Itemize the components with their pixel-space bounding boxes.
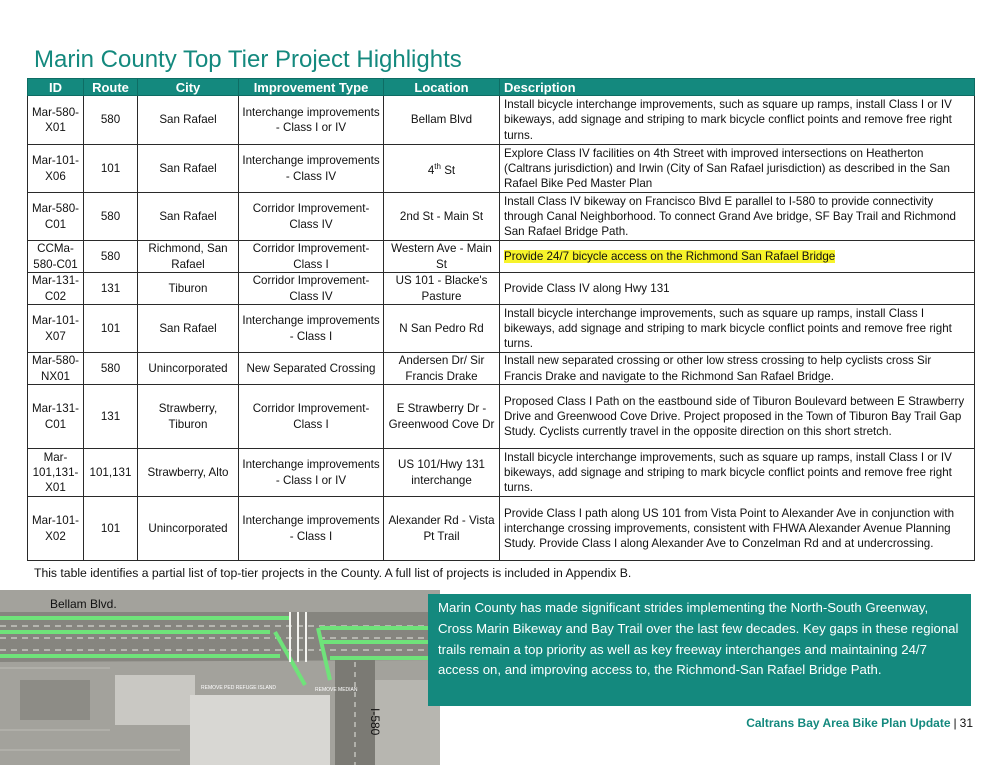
cell-improvement-type: Interchange improvements - Class I or IV [239, 96, 384, 145]
footer-separator: | [953, 716, 957, 730]
cell-city: Richmond, San Rafael [138, 241, 239, 273]
table-row [28, 273, 975, 305]
table-footnote: This table identifies a partial list of top-tier projects in the County. A full list of projects is included in Appendix B. [34, 566, 632, 580]
cell-improvement-type: Corridor Improvement-Class I [239, 241, 384, 273]
cell-location: 2nd St - Main St [384, 193, 500, 241]
cell-location: E Strawberry Dr - Greenwood Cove Dr [384, 385, 500, 449]
projects-table [27, 78, 975, 561]
table-row [28, 353, 975, 385]
cell-route: 131 [84, 273, 138, 305]
cell-route: 580 [84, 193, 138, 241]
header-city: City [138, 79, 239, 96]
cell-location: Western Ave - Main St [384, 241, 500, 273]
cell-improvement-type: Interchange improvements - Class I [239, 497, 384, 561]
table-row [28, 305, 975, 353]
cell-city: Unincorporated [138, 353, 239, 385]
cell-city: Unincorporated [138, 497, 239, 561]
cell-city: San Rafael [138, 305, 239, 353]
cell-location: Bellam Blvd [384, 96, 500, 145]
cell-improvement-type: New Separated Crossing [239, 353, 384, 385]
cell-city: Tiburon [138, 273, 239, 305]
cell-city: San Rafael [138, 96, 239, 145]
description-text: Install bicycle interchange improvements, such as square up ramps, install Class I or IV bikeways, add signage and striping to mark bicycle conflict points and remove free right turns. [504, 98, 952, 142]
table-row [28, 96, 975, 145]
table-row [28, 145, 975, 193]
footer-brand: Caltrans Bay Area Bike Plan Update [746, 716, 951, 730]
header-location: Location [384, 79, 500, 96]
cell-description [500, 497, 975, 561]
cell-description [500, 353, 975, 385]
cell-route: 131 [84, 385, 138, 449]
cell-description [500, 385, 975, 449]
cell-improvement-type: Corridor Improvement-Class I [239, 385, 384, 449]
table-row [28, 497, 975, 561]
cell-location: US 101 - Blacke's Pasture [384, 273, 500, 305]
header-description: Description [500, 79, 975, 96]
cell-route: 101,131 [84, 449, 138, 497]
cell-id: CCMa-580-C01 [28, 241, 84, 273]
header-route: Route [84, 79, 138, 96]
cell-description [500, 145, 975, 193]
cell-improvement-type: Interchange improvements - Class I or IV [239, 449, 384, 497]
description-text: Install Class IV bikeway on Francisco Blvd E parallel to I-580 to provide connectivity through Canal Neighborhood. To connect Grand Ave bridge, SF Bay Trail and Richmond San Rafael Bridge Path. [504, 194, 957, 239]
cell-route: 101 [84, 145, 138, 193]
description-text: Install bicycle interchange improvements, such as square up ramps, install Class I or IV bikeways, add signage and striping to mark bicycle conflict points and remove free right turns. [504, 450, 952, 495]
map-note-2: REMOVE MEDIAN [315, 687, 358, 693]
table-row [28, 385, 975, 449]
cell-description [500, 305, 975, 353]
map-note-1: REMOVE PED REFUGE ISLAND [201, 685, 277, 691]
page-title: Marin County Top Tier Project Highlights [34, 46, 462, 73]
page-footer [746, 716, 973, 730]
cell-id: Mar-131-C02 [28, 273, 84, 305]
description-text: Provide 24/7 bicycle access on the Richmond San Rafael Bridge [504, 249, 836, 263]
table-row [28, 241, 975, 273]
cell-route: 101 [84, 497, 138, 561]
cell-city: San Rafael [138, 193, 239, 241]
cell-route: 580 [84, 353, 138, 385]
description-text: Provide Class I path along US 101 from Vista Point to Alexander Ave in conjunction with interchange crossing improvements, consistent with FHWA Alexander Avenue Planning Study. Provide Class I along Alexander Ave to Conzelman Rd and at undercrossing. [504, 506, 955, 551]
table-header-row [28, 79, 975, 96]
map-label: Bellam Blvd. [50, 597, 117, 611]
cell-route: 580 [84, 96, 138, 145]
cell-location: Alexander Rd - Vista Pt Trail [384, 497, 500, 561]
description-text: Install new separated crossing or other low stress crossing to help cyclists cross Sir Francis Drake and navigate to the Richmond San Rafael Bridge. [504, 354, 932, 383]
cell-location: N San Pedro Rd [384, 305, 500, 353]
cell-description [500, 241, 975, 273]
cell-improvement-type: Interchange improvements - Class IV [239, 145, 384, 193]
cell-description [500, 273, 975, 305]
page-number: 31 [959, 716, 973, 730]
cell-improvement-type: Corridor Improvement-Class IV [239, 273, 384, 305]
table-row [28, 449, 975, 497]
cell-route: 580 [84, 241, 138, 273]
cell-improvement-type: Interchange improvements - Class I [239, 305, 384, 353]
aerial-map-drawing [0, 590, 440, 765]
cell-description [500, 96, 975, 145]
description-text: Proposed Class I Path on the eastbound side of Tiburon Boulevard between E Strawberry Drive and Greenwood Cove Drive. Project proposed in the Town of Tiburon Bay Trail Gap Study. Cyclists currently travel in the opposite direction on this short stretch. [504, 394, 965, 439]
cell-improvement-type: Corridor Improvement-Class IV [239, 193, 384, 241]
cell-id: Mar-580-X01 [28, 96, 84, 145]
cell-id: Mar-131-C01 [28, 385, 84, 449]
description-text: Provide Class IV along Hwy 131 [504, 281, 670, 295]
cell-id: Mar-580-C01 [28, 193, 84, 241]
header-improvement-type: Improvement Type [239, 79, 384, 96]
cell-id: Mar-101,131-X01 [28, 449, 84, 497]
cell-id: Mar-101-X02 [28, 497, 84, 561]
cell-description [500, 193, 975, 241]
cell-id: Mar-101-X07 [28, 305, 84, 353]
cell-id: Mar-101-X06 [28, 145, 84, 193]
description-text: Explore Class IV facilities on 4th Street with improved intersections on Heatherton (Caltrans jurisdiction) and Irwin (City of San Rafael jurisdiction) as described in the San Rafael Bike Ped Master Plan [504, 146, 950, 191]
description-text: Install bicycle interchange improvements, such as square up ramps, install Class I bikeways, add signage and striping to mark bicycle conflict points and remove free right turns. [504, 306, 952, 351]
map-image [0, 590, 440, 765]
cell-description [500, 449, 975, 497]
callout-box: Marin County has made significant strides implementing the North-South Greenway, Cross Marin Bikeway and Bay Trail over the last few decades. Key gaps in these regional trails remain a top priority as well as key freeway interchanges and maintaining 24/7 access on, and improving access to, the Richmond-San Rafael Bridge Path. [428, 594, 971, 706]
cell-location: Andersen Dr/ Sir Francis Drake [384, 353, 500, 385]
cell-city: San Rafael [138, 145, 239, 193]
cell-city: Strawberry, Alto [138, 449, 239, 497]
cell-id: Mar-580-NX01 [28, 353, 84, 385]
cell-location: US 101/Hwy 131 interchange [384, 449, 500, 497]
cell-city: Strawberry, Tiburon [138, 385, 239, 449]
table-row [28, 193, 975, 241]
cell-location: 4th St [384, 145, 500, 193]
cell-route: 101 [84, 305, 138, 353]
header-id: ID [28, 79, 84, 96]
map-highway-label: I-580 [368, 708, 382, 736]
